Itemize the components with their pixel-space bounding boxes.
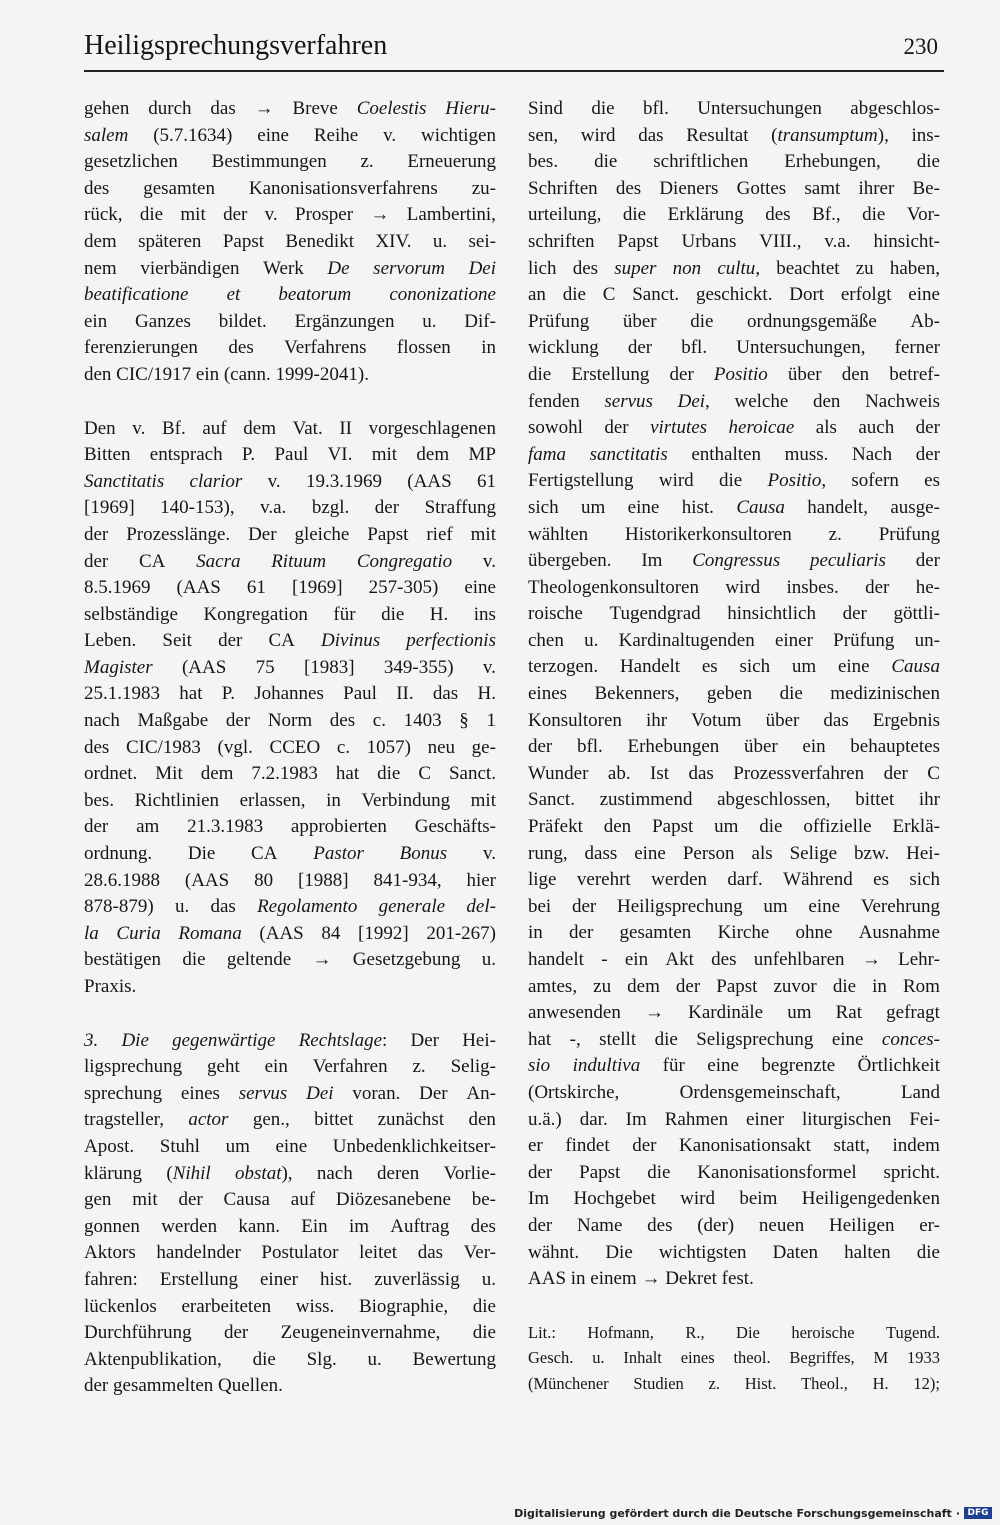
text-line: fahren: Erstellung einer hist. zuverlässig u.: [84, 1268, 496, 1290]
text-line: tragsteller, actor gen., bittet zunächst den: [84, 1109, 496, 1131]
text-line: wicklung der bfl. Untersuchungen, ferner: [528, 337, 940, 359]
text-line: rück, die mit der v. Prosper → Lambertini,: [84, 204, 496, 226]
text-line: der am 21.3.1983 approbierten Geschäfts-: [84, 816, 496, 838]
text-line: bei der Heiligsprechung um eine Verehrung: [528, 895, 940, 917]
paragraph-gap: [84, 389, 496, 416]
page-number: 230: [903, 34, 938, 59]
paragraph-gap: [84, 1001, 496, 1028]
text-line: der CA Sacra Rituum Congregatio v.: [84, 550, 496, 572]
text-line: wähnt. Die wichtigsten Daten halten die: [528, 1241, 940, 1263]
text-line: urteilung, die Erklärung des Bf., die Vor-: [528, 204, 940, 226]
text-line: 878-879) u. das Regolamento generale del-: [84, 896, 496, 918]
text-line: u.ä.) dar. Im Rahmen einer liturgischen Fei-: [528, 1108, 940, 1130]
text-line: 25.1.1983 hat P. Johannes Paul II. das H.: [84, 683, 496, 705]
right-column: [528, 96, 940, 1396]
text-line: Praxis.: [84, 976, 137, 997]
text-line: bes. Richtlinien erlassen, in Verbindung mit: [84, 789, 496, 811]
text-line: Sanct. zustimmend abgeschlossen, bittet ihr: [528, 789, 940, 811]
text-line: wählten Historikerkonsultoren z. Prüfung: [528, 523, 940, 545]
text-line: selbständige Kongregation für die H. ins: [84, 603, 496, 625]
text-line: Prüfung über die ordnungsgemäße Ab-: [528, 310, 940, 332]
text-line: Im Hochgebet wird beim Heiligengedenken: [528, 1188, 940, 1210]
text-line: AAS in einem → Dekret fest.: [528, 1268, 754, 1290]
text-line: Präfekt den Papst um die offizielle Erklä-: [528, 816, 940, 838]
text-line: nem vierbändigen Werk De servorum Dei: [84, 257, 496, 279]
text-line: der Papst die Kanonisationsformel spricht.: [528, 1161, 940, 1183]
text-line: Apost. Stuhl um eine Unbedenklichkeitser-: [84, 1135, 496, 1157]
text-line: ferenzierungen des Verfahrens flossen in: [84, 337, 496, 359]
text-line: rung, dass eine Person als Selige bzw. Hei-: [528, 842, 940, 864]
text-line: Fertigstellung wird die Positio, sofern es: [528, 470, 940, 492]
text-line: er findet der Kanonisationsakt statt, indem: [528, 1135, 940, 1157]
text-line: gonnen werden kann. Ein im Auftrag des: [84, 1215, 496, 1237]
text-line: sen, wird das Resultat (transumptum), ins-: [528, 124, 940, 146]
text-line: 8.5.1969 (AAS 61 [1969] 257-305) eine: [84, 577, 496, 599]
text-line: ein Ganzes bildet. Ergänzungen u. Dif-: [84, 310, 496, 332]
text-line: terzogen. Handelt es sich um eine Causa: [528, 656, 940, 678]
text-line: sio indultiva für eine begrenzte Örtlichkeit: [528, 1055, 940, 1077]
text-line: gesetzlichen Bestimmungen z. Erneuerung: [84, 151, 496, 173]
text-line: gehen durch das → Breve Coelestis Hieru-: [84, 98, 496, 119]
text-line: sich um eine hist. Causa handelt, ausge-: [528, 496, 940, 518]
text-line: Magister (AAS 75 [1983] 349-355) v.: [84, 656, 496, 678]
text-line: den CIC/1917 ein (cann. 1999-2041).: [84, 363, 369, 385]
text-line: roische Tugendgrad hinsichtlich der göttli-: [528, 603, 940, 625]
text-line: nach Maßgabe der Norm des c. 1403 § 1: [84, 710, 496, 732]
header-rule: [84, 70, 944, 72]
left-column: [84, 96, 496, 1400]
text-line: ordnung. Die CA Pastor Bonus v.: [84, 843, 496, 865]
text-line: fama sanctitatis enthalten muss. Nach der: [528, 443, 940, 465]
dfg-logo: DFG: [964, 1507, 992, 1519]
text-line: klärung (Nihil obstat), nach deren Vorlie-: [84, 1162, 496, 1184]
text-line: Leben. Seit der CA Divinus perfectionis: [84, 630, 496, 652]
text-line: Theologenkonsultoren wird insbes. der he-: [528, 576, 940, 598]
text-line: Wunder ab. Ist das Prozessverfahren der C: [528, 762, 940, 784]
text-line: bestätigen die geltende → Gesetzgebung u.: [84, 949, 496, 971]
text-line: 28.6.1988 (AAS 80 [1988] 841-934, hier: [84, 869, 496, 891]
text-line: des gesamten Kanonisationsverfahrens zu-: [84, 177, 496, 199]
text-line: bes. die schriftlichen Erhebungen, die: [528, 151, 940, 173]
text-line: Sanctitatis clarior v. 19.3.1969 (AAS 61: [84, 470, 496, 492]
text-line: hat -, stellt die Seligsprechung eine conces-: [528, 1028, 940, 1050]
text-line: Aktenpublikation, die Slg. u. Bewertung: [84, 1348, 496, 1370]
text-line: salem (5.7.1634) eine Reihe v. wichtigen: [84, 124, 496, 146]
text-line: Schriften des Dieners Gottes samt ihrer Be-: [528, 177, 940, 199]
text-line: in der gesamten Kirche ohne Ausnahme: [528, 922, 940, 944]
text-line: Konsultoren ihr Votum über das Ergebnis: [528, 709, 940, 731]
literature-line: (Münchener Studien z. Hist. Theol., H. 12);: [528, 1373, 940, 1393]
text-line: [1969] 140-153), v.a. bzgl. der Straffung: [84, 497, 496, 519]
footer: Digitalisierung gefördert durch die Deutsche Forschungsgemeinschaft · DFG: [0, 1501, 1000, 1525]
text-line: beatificatione et beatorum cononizatione: [84, 284, 496, 306]
text-line: (Ortskirche, Ordensgemeinschaft, Land: [528, 1081, 940, 1103]
paragraph-gap: [528, 1293, 940, 1320]
text-line: der gesammelten Quellen.: [84, 1375, 283, 1397]
text-line: übergeben. Im Congressus peculiaris der: [528, 550, 940, 572]
text-line: dem späteren Papst Benedikt XIV. u. sei-: [84, 230, 496, 252]
text-line: eines Bekenners, geben die medizinischen: [528, 683, 940, 705]
text-line: fenden servus Dei, welche den Nachweis: [528, 390, 940, 412]
text-line: der Prozesslänge. Der gleiche Papst rief mit: [84, 523, 496, 545]
text-line: der bfl. Erhebungen über ein behauptetes: [528, 736, 940, 758]
literature-line: Gesch. u. Inhalt eines theol. Begriffes, M 1933: [528, 1348, 940, 1368]
page-header: [84, 30, 944, 70]
text-line: schriften Papst Urbans VIII., v.a. hinsicht-: [528, 230, 940, 252]
text-line: 3. Die gegenwärtige Rechtslage: Der Hei-: [84, 1029, 496, 1051]
text-line: lige verehrt werden darf. Während es sich: [528, 869, 940, 891]
text-line: lich des super non cultu, beachtet zu haben,: [528, 257, 940, 279]
text-line: chen u. Kardinaltugenden einer Prüfung un-: [528, 629, 940, 651]
text-line: Aktors handelnder Postulator leitet das Ver-: [84, 1242, 496, 1264]
text-line: Den v. Bf. auf dem Vat. II vorgeschlagenen: [84, 417, 496, 439]
text-line: sprechung eines servus Dei voran. Der An-: [84, 1082, 496, 1104]
literature-line: Lit.: Hofmann, R., Die heroische Tugend.: [528, 1322, 940, 1342]
text-line: gen mit der Causa auf Diözesanebene be-: [84, 1189, 496, 1211]
text-line: die Erstellung der Positio über den betref-: [528, 363, 940, 385]
text-line: lückenlos erarbeiteten wiss. Biographie, die: [84, 1295, 496, 1317]
footer-credit: Digitalisierung gefördert durch die Deutsche Forschungsgemeinschaft: [514, 1506, 952, 1520]
text-line: ligsprechung geht ein Verfahren z. Selig-: [84, 1056, 496, 1078]
text-line: sowohl der virtutes heroicae als auch der: [528, 417, 940, 439]
text-line: la Curia Romana (AAS 84 [1992] 201-267): [84, 922, 496, 944]
text-line: handelt - ein Akt des unfehlbaren → Lehr-: [528, 949, 940, 970]
text-line: des CIC/1983 (vgl. CCEO c. 1057) neu ge-: [84, 736, 496, 758]
text-line: Bitten entsprach P. Paul VI. mit dem MP: [84, 444, 496, 466]
text-line: Durchführung der Zeugeneinvernahme, die: [84, 1322, 496, 1344]
text-line: amtes, zu dem der Papst zuvor die in Rom: [528, 975, 940, 997]
text-line: an die C Sanct. geschickt. Dort erfolgt eine: [528, 284, 940, 306]
text-line: Sind die bfl. Untersuchungen abgeschlos-: [528, 98, 940, 119]
text-line: ordnet. Mit dem 7.2.1983 hat die C Sanct.: [84, 763, 496, 785]
running-head: Heiligsprechungsverfahren: [84, 30, 388, 61]
text-line: anwesenden → Kardinäle um Rat gefragt: [528, 1002, 940, 1024]
text-line: der Name des (der) neuen Heiligen er-: [528, 1214, 940, 1236]
